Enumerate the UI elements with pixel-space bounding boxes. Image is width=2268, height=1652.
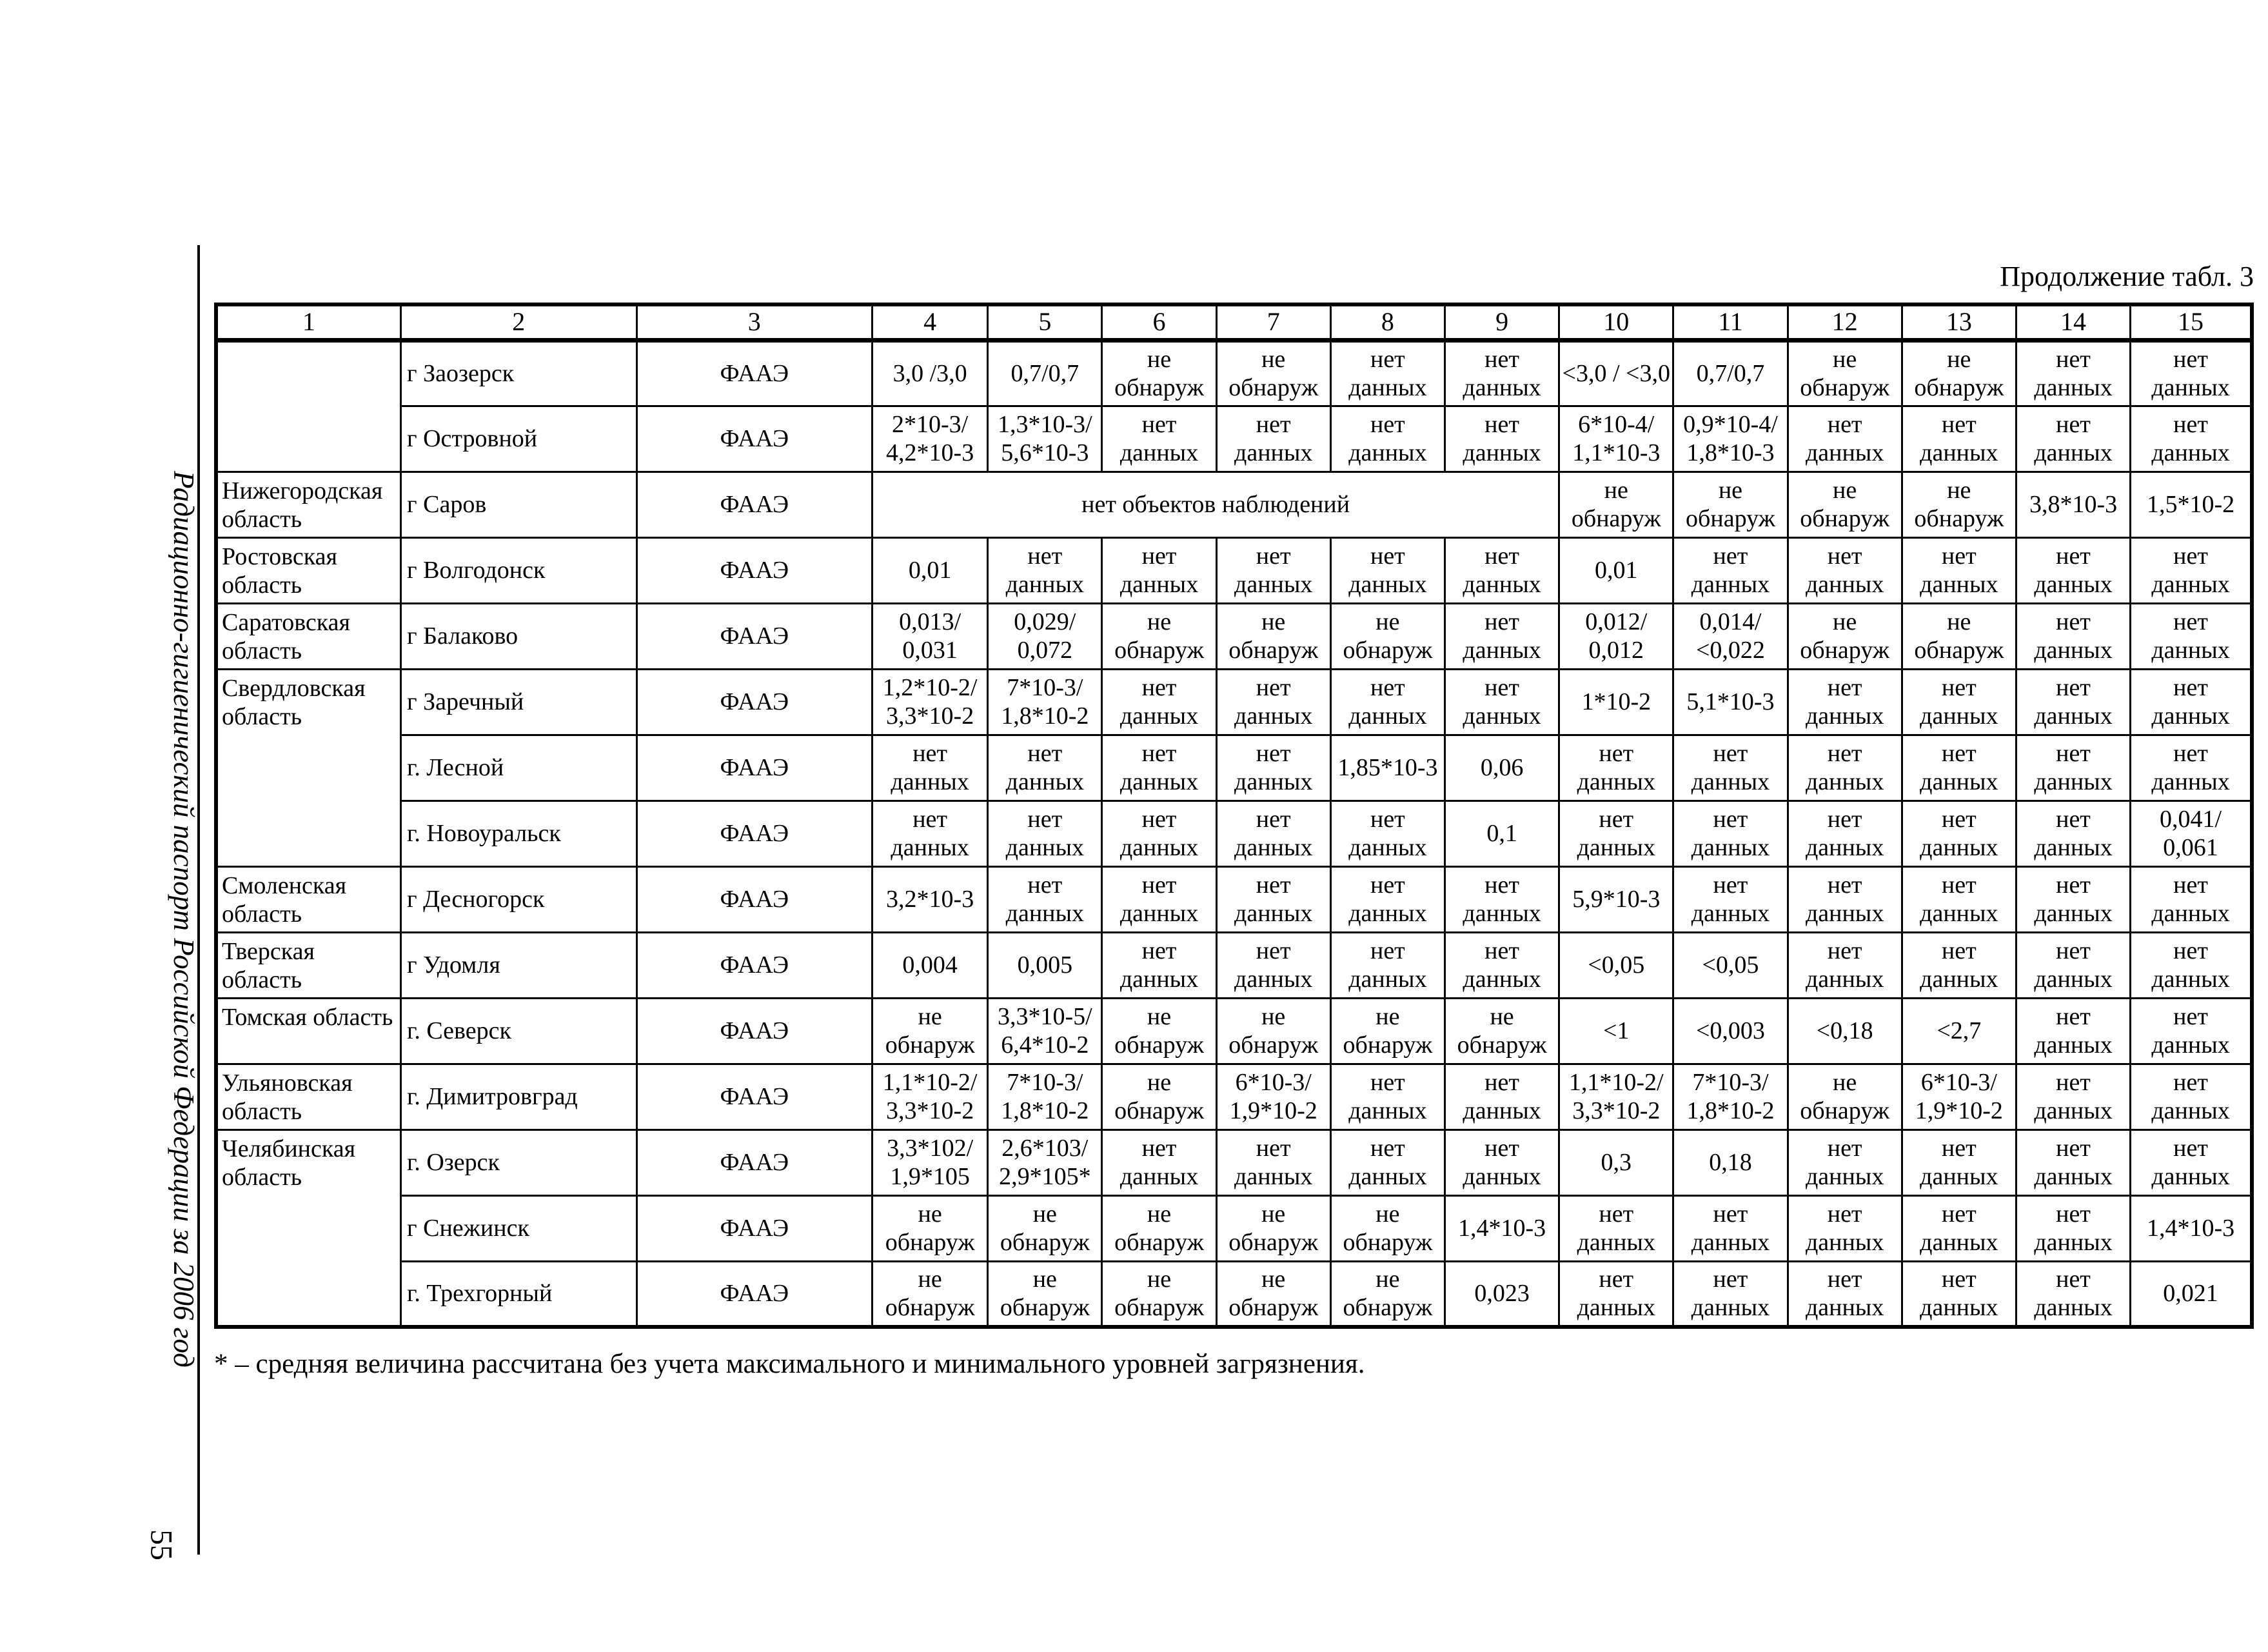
header-cell: 3 xyxy=(636,304,873,340)
value-cell: <1 xyxy=(1559,998,1673,1064)
value-cell: 3,3*10-5/ 6,4*10-2 xyxy=(988,998,1102,1064)
value-cell: 0,01 xyxy=(873,537,988,603)
value-cell: нет данных xyxy=(1330,1064,1445,1130)
value-cell: не обнаруж xyxy=(1102,998,1216,1064)
value-cell: нет данных xyxy=(1216,537,1330,603)
value-cell: нет данных xyxy=(1673,801,1788,866)
value-cell: нет данных xyxy=(2016,537,2130,603)
org-cell: ФААЭ xyxy=(636,669,873,735)
table-row xyxy=(216,1064,2252,1130)
value-cell: нет данных xyxy=(2016,1130,2130,1195)
value-cell: нет данных xyxy=(1902,735,2016,801)
value-cell: нет данных xyxy=(1788,1130,1902,1195)
value-cell: 0,1 xyxy=(1445,801,1559,866)
org-cell: ФААЭ xyxy=(636,801,873,866)
data-table xyxy=(214,303,2254,1329)
value-cell: нет данных xyxy=(2016,1195,2130,1261)
value-cell: 3,2*10-3 xyxy=(873,866,988,932)
value-cell: нет данных xyxy=(2131,340,2252,406)
value-cell: нет данных xyxy=(2131,406,2252,472)
value-cell: не обнаруж xyxy=(873,1261,988,1327)
value-cell: 0,01 xyxy=(1559,537,1673,603)
value-cell: нет данных xyxy=(1445,932,1559,998)
running-title: Радиационно-гигиенический паспорт Российской Федерации за 2006 год xyxy=(168,470,200,1368)
city-cell: г Саров xyxy=(401,472,637,537)
header-cell: 12 xyxy=(1788,304,1902,340)
value-cell: не обнаруж xyxy=(1788,1064,1902,1130)
value-cell: нет данных xyxy=(1559,801,1673,866)
value-cell: нет данных xyxy=(1216,801,1330,866)
header-cell: 15 xyxy=(2131,304,2252,340)
region-cell: Саратовская область xyxy=(216,603,401,669)
value-cell: не обнаруж xyxy=(1102,1064,1216,1130)
value-cell: нет данных xyxy=(1445,866,1559,932)
value-cell: нет данных xyxy=(2131,1130,2252,1195)
page-number: 55 xyxy=(144,1529,179,1560)
city-cell: г Балаково xyxy=(401,603,637,669)
value-cell: нет данных xyxy=(1216,735,1330,801)
table-continuation-caption: Продолжение табл. 3 xyxy=(2000,261,2254,292)
city-cell: г. Трехгорный xyxy=(401,1261,637,1327)
value-cell: нет данных xyxy=(2016,1064,2130,1130)
value-cell: <0,05 xyxy=(1673,932,1788,998)
header-cell: 2 xyxy=(401,304,637,340)
value-cell: нет данных xyxy=(2131,932,2252,998)
value-cell: нет данных xyxy=(1902,406,2016,472)
header-cell: 6 xyxy=(1102,304,1216,340)
value-cell: нет данных xyxy=(1788,537,1902,603)
header-cell: 13 xyxy=(1902,304,2016,340)
value-cell: нет данных xyxy=(1559,735,1673,801)
table-row xyxy=(216,866,2252,932)
value-cell: не обнаруж xyxy=(1902,472,2016,537)
table-row xyxy=(216,1195,2252,1261)
table-row xyxy=(216,406,2252,472)
value-cell: нет данных xyxy=(1330,932,1445,998)
value-cell: 0,013/ 0,031 xyxy=(873,603,988,669)
value-cell: не обнаруж xyxy=(1788,340,1902,406)
merged-cell: нет объектов наблюдений xyxy=(873,472,1559,537)
value-cell: нет данных xyxy=(1330,866,1445,932)
value-cell: нет данных xyxy=(2016,1261,2130,1327)
value-cell: нет данных xyxy=(2016,340,2130,406)
table-row xyxy=(216,1261,2252,1327)
value-cell: 5,9*10-3 xyxy=(1559,866,1673,932)
city-cell: г Волгодонск xyxy=(401,537,637,603)
org-cell: ФААЭ xyxy=(636,340,873,406)
value-cell: 0,014/ <0,022 xyxy=(1673,603,1788,669)
org-cell: ФААЭ xyxy=(636,1130,873,1195)
value-cell: нет данных xyxy=(1102,801,1216,866)
value-cell: нет данных xyxy=(1445,340,1559,406)
value-cell: 1,5*10-2 xyxy=(2131,472,2252,537)
value-cell: не обнаруж xyxy=(1330,603,1445,669)
org-cell: ФААЭ xyxy=(636,1261,873,1327)
value-cell: 1,1*10-2/ 3,3*10-2 xyxy=(873,1064,988,1130)
value-cell: 1,1*10-2/ 3,3*10-2 xyxy=(1559,1064,1673,1130)
value-cell: <0,18 xyxy=(1788,998,1902,1064)
value-cell: нет данных xyxy=(988,866,1102,932)
value-cell: нет данных xyxy=(1445,537,1559,603)
city-cell: г Заречный xyxy=(401,669,637,735)
value-cell: не обнаруж xyxy=(1330,1195,1445,1261)
value-cell: нет данных xyxy=(1673,735,1788,801)
table-row xyxy=(216,537,2252,603)
value-cell: нет данных xyxy=(1330,537,1445,603)
value-cell: нет данных xyxy=(1559,1195,1673,1261)
value-cell: 0,06 xyxy=(1445,735,1559,801)
header-cell: 9 xyxy=(1445,304,1559,340)
value-cell: 0,023 xyxy=(1445,1261,1559,1327)
value-cell: нет данных xyxy=(1330,406,1445,472)
value-cell: нет данных xyxy=(1788,866,1902,932)
value-cell: 0,029/ 0,072 xyxy=(988,603,1102,669)
value-cell: <0,003 xyxy=(1673,998,1788,1064)
value-cell: 6*10-3/ 1,9*10-2 xyxy=(1902,1064,2016,1130)
value-cell: не обнаруж xyxy=(1216,1195,1330,1261)
table-row xyxy=(216,1130,2252,1195)
value-cell: не обнаруж xyxy=(1102,1261,1216,1327)
header-cell: 5 xyxy=(988,304,1102,340)
value-cell: 6*10-4/ 1,1*10-3 xyxy=(1559,406,1673,472)
value-cell: нет данных xyxy=(1673,1261,1788,1327)
city-cell: г. Лесной xyxy=(401,735,637,801)
value-cell: нет данных xyxy=(2131,998,2252,1064)
value-cell: 2,6*103/ 2,9*105* xyxy=(988,1130,1102,1195)
table-row xyxy=(216,340,2252,406)
value-cell: нет данных xyxy=(1102,932,1216,998)
value-cell: нет данных xyxy=(2131,866,2252,932)
region-cell: Ульяновская область xyxy=(216,1064,401,1130)
value-cell: 1,4*10-3 xyxy=(1445,1195,1559,1261)
value-cell: 0,3 xyxy=(1559,1130,1673,1195)
value-cell: нет данных xyxy=(1902,537,2016,603)
region-cell: Ростовская область xyxy=(216,537,401,603)
value-cell: нет данных xyxy=(2016,998,2130,1064)
value-cell: нет данных xyxy=(1673,1195,1788,1261)
value-cell: нет данных xyxy=(2016,669,2130,735)
value-cell: 0,7/0,7 xyxy=(988,340,1102,406)
value-cell: нет данных xyxy=(1216,866,1330,932)
value-cell: не обнаруж xyxy=(1788,472,1902,537)
city-cell: г Удомля xyxy=(401,932,637,998)
region-cell: Томская область xyxy=(216,998,401,1064)
value-cell: нет данных xyxy=(1102,1130,1216,1195)
value-cell: не обнаруж xyxy=(1216,1261,1330,1327)
value-cell: нет данных xyxy=(1445,1130,1559,1195)
value-cell: не обнаруж xyxy=(1216,603,1330,669)
value-cell: нет данных xyxy=(988,801,1102,866)
value-cell: нет данных xyxy=(1216,406,1330,472)
table-row xyxy=(216,669,2252,735)
value-cell: нет данных xyxy=(1330,801,1445,866)
value-cell: нет данных xyxy=(2131,603,2252,669)
org-cell: ФААЭ xyxy=(636,537,873,603)
city-cell: г Заозерск xyxy=(401,340,637,406)
value-cell: не обнаруж xyxy=(1216,998,1330,1064)
value-cell: нет данных xyxy=(1330,340,1445,406)
city-cell: г Островной xyxy=(401,406,637,472)
org-cell: ФААЭ xyxy=(636,406,873,472)
value-cell: нет данных xyxy=(1788,801,1902,866)
value-cell: нет данных xyxy=(1445,406,1559,472)
value-cell: нет данных xyxy=(1902,866,2016,932)
value-cell: 0,004 xyxy=(873,932,988,998)
value-cell: нет данных xyxy=(1788,1261,1902,1327)
value-cell: 0,7/0,7 xyxy=(1673,340,1788,406)
value-cell: не обнаруж xyxy=(873,998,988,1064)
header-cell: 14 xyxy=(2016,304,2130,340)
region-cell: Челябинская область xyxy=(216,1130,401,1327)
header-cell: 8 xyxy=(1330,304,1445,340)
value-cell: не обнаруж xyxy=(873,1195,988,1261)
value-cell: не обнаруж xyxy=(988,1261,1102,1327)
value-cell: 0,18 xyxy=(1673,1130,1788,1195)
value-cell: нет данных xyxy=(1902,1195,2016,1261)
value-cell: нет данных xyxy=(988,735,1102,801)
org-cell: ФААЭ xyxy=(636,472,873,537)
value-cell: 1,3*10-3/ 5,6*10-3 xyxy=(988,406,1102,472)
value-cell: нет данных xyxy=(2016,735,2130,801)
table-row xyxy=(216,603,2252,669)
value-cell: нет данных xyxy=(2016,932,2130,998)
value-cell: нет данных xyxy=(1102,669,1216,735)
value-cell: нет данных xyxy=(1216,1130,1330,1195)
value-cell: нет данных xyxy=(1330,1130,1445,1195)
city-cell: г. Димитровград xyxy=(401,1064,637,1130)
region-cell: Смоленская область xyxy=(216,866,401,932)
value-cell: нет данных xyxy=(1445,669,1559,735)
city-cell: г. Озерск xyxy=(401,1130,637,1195)
org-cell: ФААЭ xyxy=(636,603,873,669)
value-cell: не обнаруж xyxy=(1902,340,2016,406)
table-row xyxy=(216,932,2252,998)
value-cell: нет данных xyxy=(2131,1064,2252,1130)
table-row xyxy=(216,801,2252,866)
value-cell: 1,2*10-2/ 3,3*10-2 xyxy=(873,669,988,735)
value-cell: нет данных xyxy=(2016,603,2130,669)
value-cell: нет данных xyxy=(2131,669,2252,735)
value-cell: не обнаруж xyxy=(1673,472,1788,537)
org-cell: ФААЭ xyxy=(636,1064,873,1130)
value-cell: нет данных xyxy=(2016,866,2130,932)
value-cell: не обнаруж xyxy=(1102,1195,1216,1261)
value-cell: нет данных xyxy=(1788,669,1902,735)
value-cell: 1,85*10-3 xyxy=(1330,735,1445,801)
region-cell xyxy=(216,340,401,472)
table-row xyxy=(216,472,2252,537)
value-cell: нет данных xyxy=(2131,537,2252,603)
org-cell: ФААЭ xyxy=(636,735,873,801)
value-cell: 0,9*10-4/ 1,8*10-3 xyxy=(1673,406,1788,472)
value-cell: не обнаруж xyxy=(1445,998,1559,1064)
value-cell: нет данных xyxy=(1902,1261,2016,1327)
value-cell: нет данных xyxy=(1216,932,1330,998)
value-cell: нет данных xyxy=(1445,1064,1559,1130)
value-cell: нет данных xyxy=(1902,801,2016,866)
value-cell: <0,05 xyxy=(1559,932,1673,998)
header-cell: 11 xyxy=(1673,304,1788,340)
value-cell: нет данных xyxy=(1102,866,1216,932)
header-cell: 1 xyxy=(216,304,401,340)
value-cell: 2*10-3/ 4,2*10-3 xyxy=(873,406,988,472)
value-cell: <3,0 / <3,0 xyxy=(1559,340,1673,406)
value-cell: не обнаруж xyxy=(1788,603,1902,669)
org-cell: ФААЭ xyxy=(636,866,873,932)
value-cell: нет данных xyxy=(1902,669,2016,735)
value-cell: нет данных xyxy=(1902,1130,2016,1195)
value-cell: 1,4*10-3 xyxy=(2131,1195,2252,1261)
value-cell: нет данных xyxy=(1445,603,1559,669)
value-cell: не обнаруж xyxy=(1559,472,1673,537)
value-cell: 3,0 /3,0 xyxy=(873,340,988,406)
value-cell: 5,1*10-3 xyxy=(1673,669,1788,735)
value-cell: нет данных xyxy=(1902,932,2016,998)
org-cell: ФААЭ xyxy=(636,932,873,998)
region-cell: Нижегородская область xyxy=(216,472,401,537)
value-cell: нет данных xyxy=(988,537,1102,603)
value-cell: нет данных xyxy=(2016,406,2130,472)
region-cell: Свердловская область xyxy=(216,669,401,866)
value-cell: 7*10-3/ 1,8*10-2 xyxy=(1673,1064,1788,1130)
value-cell: нет данных xyxy=(1673,866,1788,932)
value-cell: не обнаруж xyxy=(988,1195,1102,1261)
value-cell: 0,012/ 0,012 xyxy=(1559,603,1673,669)
value-cell: 7*10-3/ 1,8*10-2 xyxy=(988,669,1102,735)
value-cell: 6*10-3/ 1,9*10-2 xyxy=(1216,1064,1330,1130)
value-cell: не обнаруж xyxy=(1902,603,2016,669)
header-row xyxy=(216,304,2252,340)
value-cell: не обнаруж xyxy=(1330,1261,1445,1327)
value-cell: нет данных xyxy=(1788,932,1902,998)
value-cell: 7*10-3/ 1,8*10-2 xyxy=(988,1064,1102,1130)
value-cell: 0,005 xyxy=(988,932,1102,998)
footnote: * – средняя величина рассчитана без учета максимального и минимального уровней загрязнения. xyxy=(214,1349,1365,1379)
value-cell: нет данных xyxy=(1330,669,1445,735)
region-cell: Тверская область xyxy=(216,932,401,998)
value-cell: нет данных xyxy=(1788,735,1902,801)
value-cell: нет данных xyxy=(1216,669,1330,735)
value-cell: нет данных xyxy=(2016,801,2130,866)
value-cell: 0,021 xyxy=(2131,1261,2252,1327)
value-cell: не обнаруж xyxy=(1102,603,1216,669)
value-cell: нет данных xyxy=(873,735,988,801)
value-cell: нет данных xyxy=(1102,406,1216,472)
table-row xyxy=(216,998,2252,1064)
value-cell: нет данных xyxy=(1559,1261,1673,1327)
city-cell: г. Северск xyxy=(401,998,637,1064)
value-cell: 1*10-2 xyxy=(1559,669,1673,735)
value-cell: нет данных xyxy=(1102,537,1216,603)
value-cell: нет данных xyxy=(2131,735,2252,801)
value-cell: нет данных xyxy=(1788,1195,1902,1261)
value-cell: <2,7 xyxy=(1902,998,2016,1064)
value-cell: нет данных xyxy=(1673,537,1788,603)
city-cell: г Снежинск xyxy=(401,1195,637,1261)
org-cell: ФААЭ xyxy=(636,1195,873,1261)
value-cell: 3,3*102/ 1,9*105 xyxy=(873,1130,988,1195)
value-cell: нет данных xyxy=(873,801,988,866)
value-cell: нет данных xyxy=(1102,735,1216,801)
city-cell: г Десногорск xyxy=(401,866,637,932)
value-cell: не обнаруж xyxy=(1330,998,1445,1064)
table-row xyxy=(216,735,2252,801)
value-cell: 0,041/ 0,061 xyxy=(2131,801,2252,866)
header-cell: 7 xyxy=(1216,304,1330,340)
header-cell: 4 xyxy=(873,304,988,340)
value-cell: нет данных xyxy=(1788,406,1902,472)
header-cell: 10 xyxy=(1559,304,1673,340)
value-cell: не обнаруж xyxy=(1216,340,1330,406)
org-cell: ФААЭ xyxy=(636,998,873,1064)
value-cell: 3,8*10-3 xyxy=(2016,472,2130,537)
city-cell: г. Новоуральск xyxy=(401,801,637,866)
value-cell: не обнаруж xyxy=(1102,340,1216,406)
